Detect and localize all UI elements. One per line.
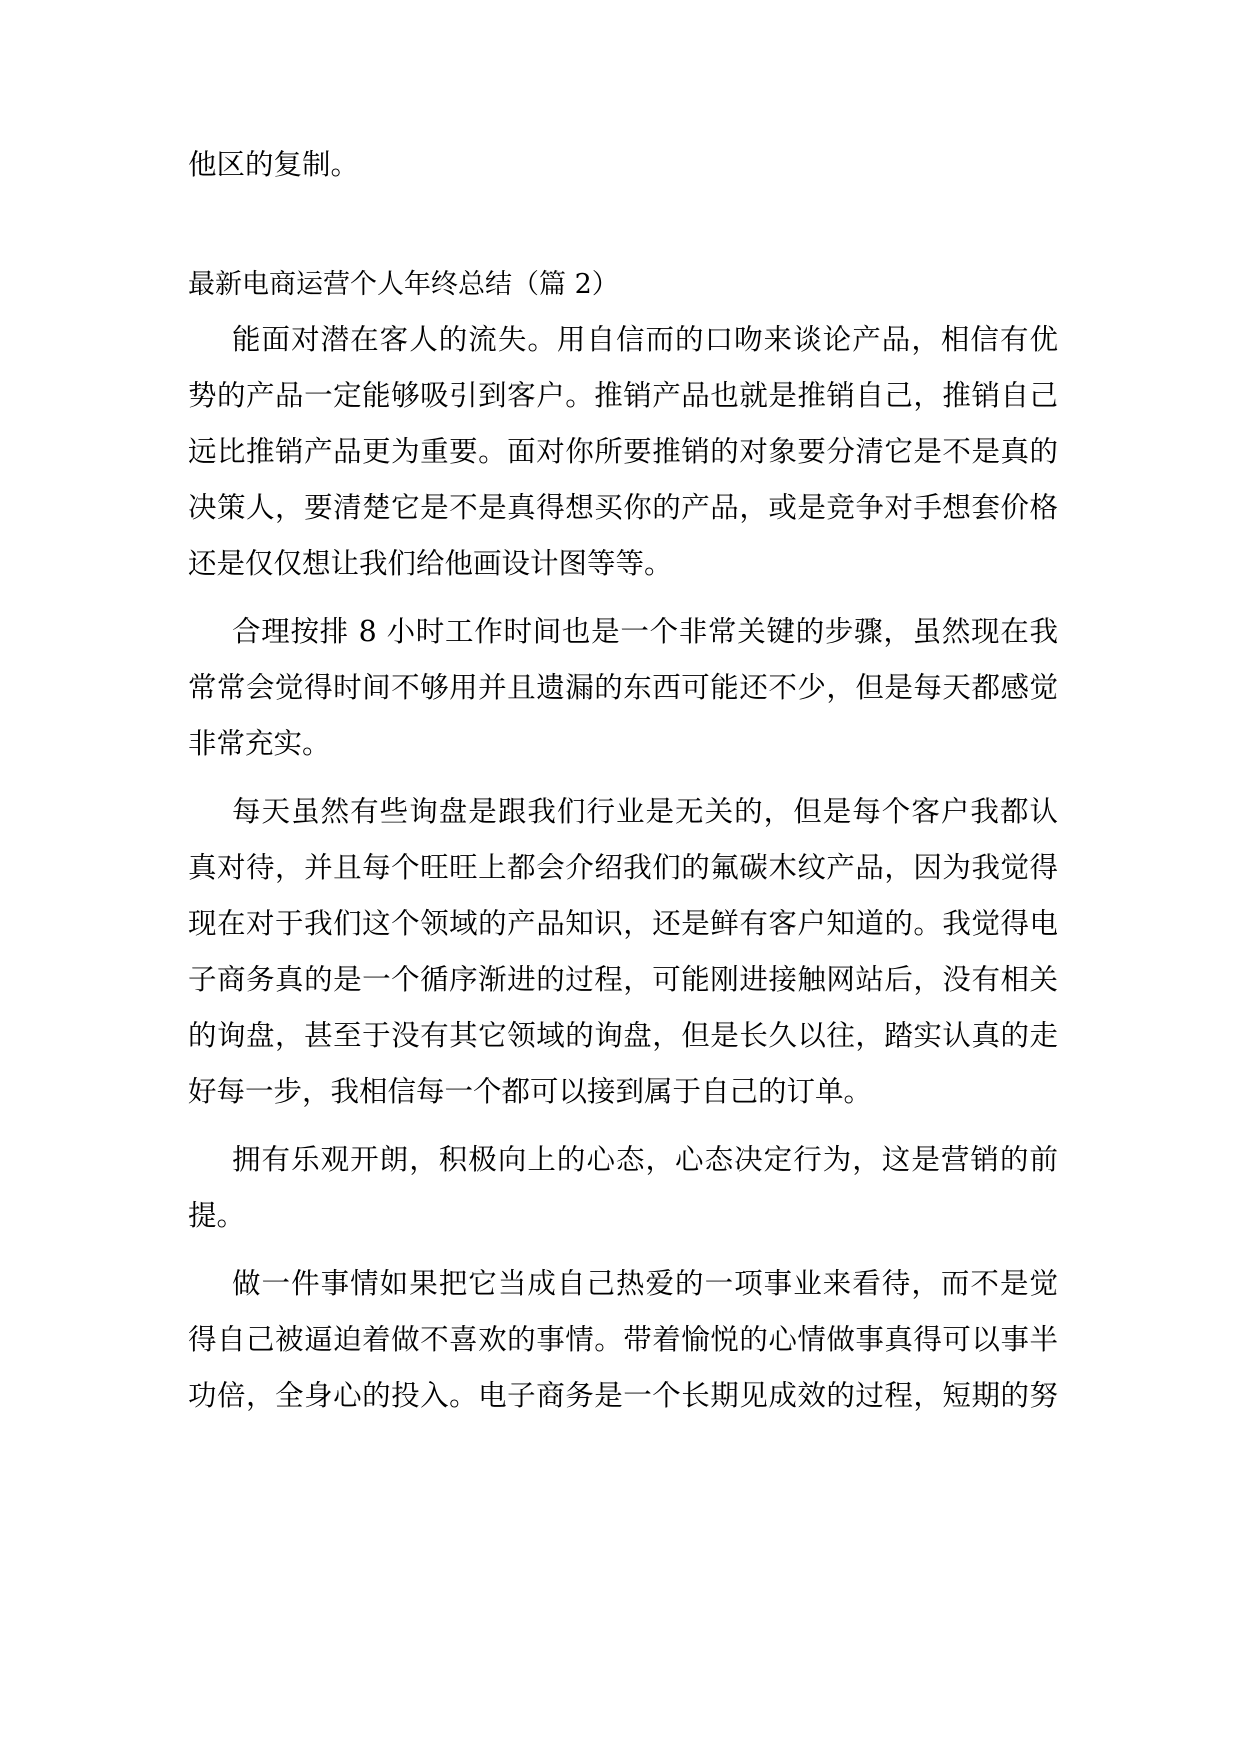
paragraph-line: 子商务真的是一个循序渐进的过程，可能刚进接触网站后，没有相关	[188, 963, 1058, 996]
paragraph-line: 做一件事情如果把它当成自己热爱的一项事业来看待，而不是觉	[232, 1267, 1058, 1300]
paragraph-line: 真对待，并且每个旺旺上都会介绍我们的氟碳木纹产品，因为我觉得	[188, 851, 1058, 884]
paragraph-line: 势的产品一定能够吸引到客户。推销产品也就是推销自己，推销自己	[188, 379, 1058, 412]
continuation-line: 他区的复制。	[188, 148, 360, 181]
paragraph-line: 得自己被逼迫着做不喜欢的事情。带着愉悦的心情做事真得可以事半	[188, 1323, 1058, 1356]
paragraph-line: 好每一步，我相信每一个都可以接到属于自己的订单。	[188, 1075, 873, 1108]
paragraph-line: 拥有乐观开朗，积极向上的心态，心态决定行为，这是营销的前	[232, 1143, 1058, 1176]
paragraph-line: 功倍，全身心的投入。电子商务是一个长期见成效的过程，短期的努	[188, 1379, 1058, 1412]
paragraph-line: 提。	[188, 1199, 246, 1232]
paragraph-line: 能面对潜在客人的流失。用自信而的口吻来谈论产品，相信有优	[232, 323, 1058, 356]
paragraph-line: 远比推销产品更为重要。面对你所要推销的对象要分清它是不是真的	[188, 435, 1058, 468]
paragraph-line: 非常充实。	[188, 727, 331, 760]
paragraph-line: 决策人，要清楚它是不是真得想买你的产品，或是竞争对手想套价格	[188, 491, 1058, 524]
section-heading: 最新电商运营个人年终总结（篇 2）	[188, 269, 619, 300]
paragraph-line: 还是仅仅想让我们给他画设计图等等。	[188, 547, 673, 580]
paragraph-line: 现在对于我们这个领域的产品知识，还是鲜有客户知道的。我觉得电	[188, 907, 1058, 940]
paragraph-line: 常常会觉得时间不够用并且遗漏的东西可能还不少，但是每天都感觉	[188, 671, 1058, 704]
paragraph-line: 每天虽然有些询盘是跟我们行业是无关的，但是每个客户我都认	[232, 795, 1058, 828]
paragraph-line: 的询盘，甚至于没有其它领域的询盘，但是长久以往，踏实认真的走	[188, 1019, 1058, 1052]
paragraph-line: 合理按排 8 小时工作时间也是一个非常关键的步骤，虽然现在我	[232, 615, 1058, 648]
